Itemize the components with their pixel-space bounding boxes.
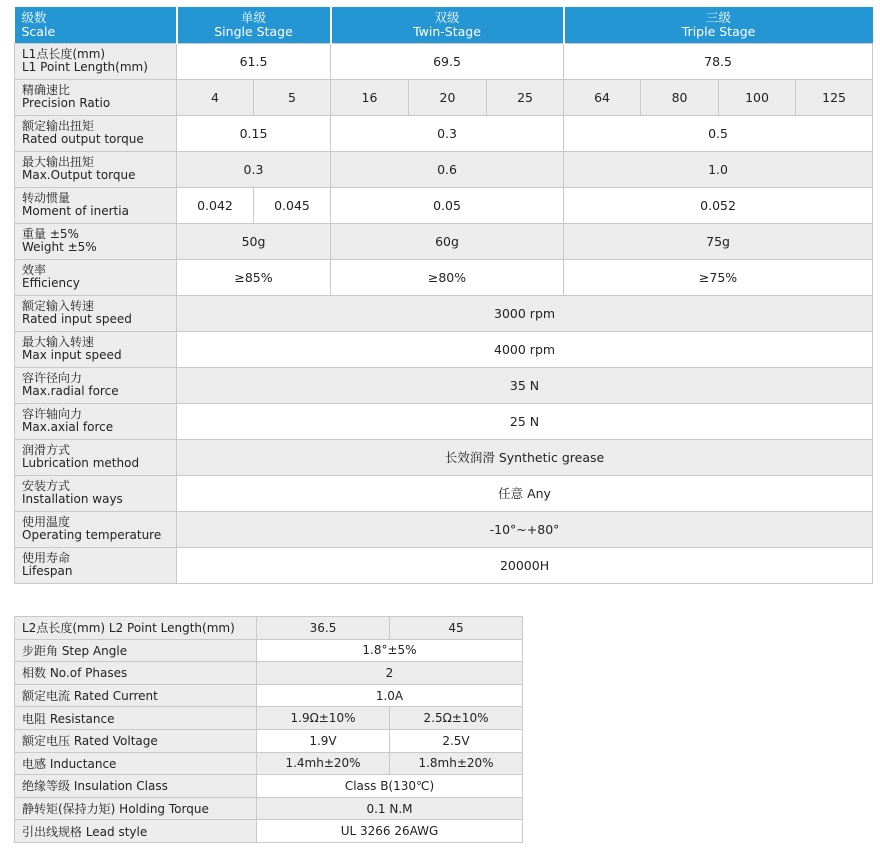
row-label: L1点长度(mm) L1 Point Length(mm) — [15, 43, 177, 79]
row-label: 绝缘等级 Insulation Class — [15, 775, 257, 798]
cell-triple: 0.5 — [564, 115, 873, 151]
row-l2-length — [15, 617, 523, 640]
cell-ratio: 20 — [409, 79, 487, 115]
row-label: 引出线规格 Lead style — [15, 820, 257, 843]
row-label: 效率 Efficiency — [15, 259, 177, 295]
cell-single-a: 0.042 — [177, 187, 254, 223]
cell-ratio: 25 — [487, 79, 564, 115]
cell-a: 1.4mh±20% — [257, 752, 390, 775]
cell-a: 1.9Ω±10% — [257, 707, 390, 730]
row-inertia — [15, 187, 873, 223]
cell-triple: 78.5 — [564, 43, 873, 79]
row-label: 电感 Inductance — [15, 752, 257, 775]
row-inductance — [15, 752, 523, 775]
cell-triple: 75g — [564, 223, 873, 259]
row-label: 最大输出扭矩 Max.Output torque — [15, 151, 177, 187]
cell-value: 1.0A — [257, 684, 523, 707]
cell-single: 50g — [177, 223, 331, 259]
row-l1-length — [15, 43, 873, 79]
spec-header-row — [15, 7, 873, 43]
row-label: 使用寿命 Lifespan — [15, 547, 177, 583]
cell-b: 2.5V — [390, 729, 523, 752]
row-lead-style — [15, 820, 523, 843]
cell-b: 2.5Ω±10% — [390, 707, 523, 730]
cell-single: ≥85% — [177, 259, 331, 295]
row-insulation — [15, 775, 523, 798]
row-max-torque — [15, 151, 873, 187]
cell-value: 长效润滑 Synthetic grease — [177, 439, 873, 475]
cell-twin: 60g — [331, 223, 564, 259]
cell-triple: 1.0 — [564, 151, 873, 187]
row-lubrication — [15, 439, 873, 475]
row-label: 额定输入转速 Rated input speed — [15, 295, 177, 331]
row-label: 重量 ±5% Weight ±5% — [15, 223, 177, 259]
row-temperature — [15, 511, 873, 547]
gearbox-spec-table — [14, 7, 873, 584]
row-axial-force — [15, 403, 873, 439]
row-label: 润滑方式 Lubrication method — [15, 439, 177, 475]
cell-ratio: 5 — [254, 79, 331, 115]
cell-value: 25 N — [177, 403, 873, 439]
row-phases — [15, 662, 523, 685]
row-radial-force — [15, 367, 873, 403]
header-triple-stage: 三级 Triple Stage — [564, 7, 873, 43]
cell-twin: 0.3 — [331, 115, 564, 151]
cell-ratio: 125 — [796, 79, 873, 115]
row-label: 转动惯量 Moment of inertia — [15, 187, 177, 223]
cell-a: 1.9V — [257, 729, 390, 752]
row-max-input-speed — [15, 331, 873, 367]
cell-value: 0.1 N.M — [257, 797, 523, 820]
cell-twin: 0.6 — [331, 151, 564, 187]
row-label: 容许轴向力 Max.axial force — [15, 403, 177, 439]
header-scale: 级数 Scale — [15, 7, 177, 43]
cell-ratio: 80 — [641, 79, 719, 115]
cell-single: 61.5 — [177, 43, 331, 79]
cell-ratio: 64 — [564, 79, 641, 115]
cell-twin: 69.5 — [331, 43, 564, 79]
cell-triple: ≥75% — [564, 259, 873, 295]
cell-single: 0.3 — [177, 151, 331, 187]
row-label: 最大输入转速 Max input speed — [15, 331, 177, 367]
row-label: 容许径向力 Max.radial force — [15, 367, 177, 403]
row-label: 使用温度 Operating temperature — [15, 511, 177, 547]
row-installation — [15, 475, 873, 511]
cell-twin: ≥80% — [331, 259, 564, 295]
row-holding-torque — [15, 797, 523, 820]
cell-value: 2 — [257, 662, 523, 685]
header-twin-stage: 双级 Twin-Stage — [331, 7, 564, 43]
cell-single: 0.15 — [177, 115, 331, 151]
row-label: 步距角 Step Angle — [15, 639, 257, 662]
row-efficiency — [15, 259, 873, 295]
cell-value: 任意 Any — [177, 475, 873, 511]
cell-value: Class B(130℃) — [257, 775, 523, 798]
cell-value: 1.8°±5% — [257, 639, 523, 662]
cell-value: -10°~+80° — [177, 511, 873, 547]
cell-value: 3000 rpm — [177, 295, 873, 331]
row-resistance — [15, 707, 523, 730]
row-label: 精确速比 Precision Ratio — [15, 79, 177, 115]
cell-value: 4000 rpm — [177, 331, 873, 367]
row-step-angle — [15, 639, 523, 662]
row-label: L2点长度(mm) L2 Point Length(mm) — [15, 617, 257, 640]
cell-b: 1.8mh±20% — [390, 752, 523, 775]
row-rated-input-speed — [15, 295, 873, 331]
row-weight — [15, 223, 873, 259]
row-label: 额定电流 Rated Current — [15, 684, 257, 707]
row-rated-voltage — [15, 729, 523, 752]
cell-a: 36.5 — [257, 617, 390, 640]
row-rated-current — [15, 684, 523, 707]
header-single-stage: 单级 Single Stage — [177, 7, 331, 43]
cell-value: 20000H — [177, 547, 873, 583]
row-rated-torque — [15, 115, 873, 151]
cell-triple: 0.052 — [564, 187, 873, 223]
cell-value: 35 N — [177, 367, 873, 403]
cell-value: UL 3266 26AWG — [257, 820, 523, 843]
row-label: 安装方式 Installation ways — [15, 475, 177, 511]
row-label: 额定电压 Rated Voltage — [15, 729, 257, 752]
cell-twin: 0.05 — [331, 187, 564, 223]
row-precision-ratio — [15, 79, 873, 115]
row-label: 静转矩(保持力矩) Holding Torque — [15, 797, 257, 820]
cell-single-b: 0.045 — [254, 187, 331, 223]
row-label: 相数 No.of Phases — [15, 662, 257, 685]
row-label: 电阻 Resistance — [15, 707, 257, 730]
cell-ratio: 100 — [719, 79, 796, 115]
cell-ratio: 16 — [331, 79, 409, 115]
cell-b: 45 — [390, 617, 523, 640]
cell-ratio: 4 — [177, 79, 254, 115]
row-lifespan — [15, 547, 873, 583]
row-label: 额定输出扭矩 Rated output torque — [15, 115, 177, 151]
motor-spec-table — [14, 616, 523, 843]
